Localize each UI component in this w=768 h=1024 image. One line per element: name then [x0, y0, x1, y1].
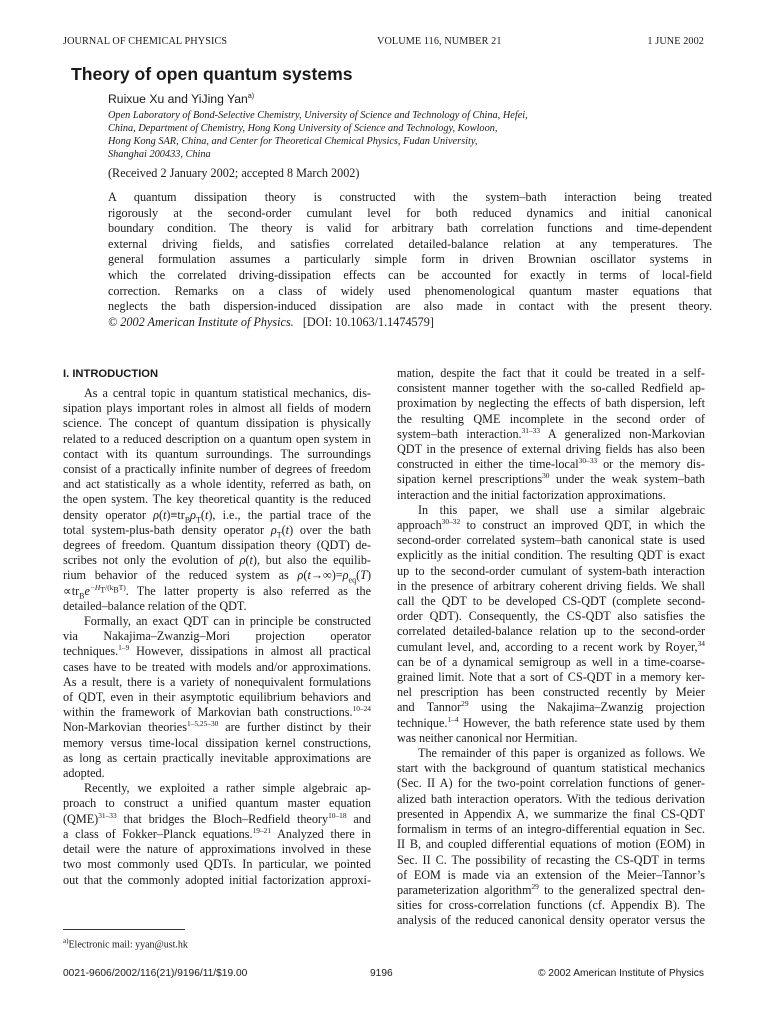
body-line: consist of a practically infinite number of degrees of freedom — [63, 462, 371, 477]
body-line: the resulting QME incomplete in the second order of — [397, 411, 705, 426]
right-column — [397, 366, 705, 929]
body-line: science. The concept of quantum dissipation is physically — [63, 416, 371, 431]
citation-marker[interactable]: 34 — [697, 638, 705, 648]
text-run: approach — [397, 518, 442, 533]
body-line: Sec. II C. The possibility of recasting the CS-QDT in terms — [397, 852, 705, 867]
body-line-math — [63, 584, 371, 599]
math-symbol: ρ — [153, 507, 159, 522]
text-run: Non-Markovian theories — [63, 720, 187, 735]
abstract — [108, 190, 712, 330]
body-line-cite — [63, 827, 371, 842]
citation-marker[interactable]: 30 — [542, 471, 550, 481]
citation-marker[interactable]: 10–18 — [328, 810, 347, 820]
body-line-math — [63, 523, 371, 538]
body-line: formalism in terms of an integro-differential equation in Sec. — [397, 822, 705, 837]
body-line-cite — [397, 640, 705, 655]
body-line: up to the second-order cumulant of system-bath interaction — [397, 563, 705, 578]
math-symbol: t — [204, 507, 209, 522]
body-line: two most commonly used QDTs. In particular, we pointed — [63, 857, 371, 872]
math-subscript: T — [276, 530, 282, 540]
text-run: However, dissipations in almost all practical — [129, 644, 371, 659]
text-run: (QME) — [63, 811, 99, 826]
text-run: ( — [303, 568, 308, 583]
affiliation — [108, 109, 608, 161]
footer-copyright: © 2002 American Institute of Physics — [537, 968, 704, 979]
math-symbol: ρ — [190, 507, 197, 522]
author-footnote-mark: a) — [247, 92, 255, 100]
body-line: mation, despite the fact that it could be treated in a self- — [397, 366, 705, 380]
text-run: and Tannor — [397, 700, 462, 715]
text-run: ( — [281, 522, 286, 537]
text-run: T) — [118, 582, 126, 592]
body-line-cite — [63, 705, 371, 720]
math-symbol: t — [163, 507, 167, 522]
text-run: that bridges the Bloch–Redfield theory — [116, 811, 329, 826]
text-run: scribes not only the evolution of — [63, 553, 240, 568]
math-subscript: B — [113, 585, 119, 595]
text-run: using the Nakajima–Zwanzig projection — [468, 700, 705, 715]
received-dates: (Received 2 January 2002; accepted 8 March 2002) — [108, 166, 360, 180]
body-line-cite — [63, 720, 371, 735]
abstract-line: which the correlated driving-dissipation effects can be accounted for exactly in terms of local-field — [108, 267, 712, 282]
body-line: consistent manner together with the so-called Redfield ap- — [397, 381, 705, 396]
body-line: order QDT). Consequently, the CS-QDT also satisfies the — [397, 609, 705, 624]
body-line: adopted. — [63, 766, 105, 781]
body-line-cite — [397, 427, 705, 442]
math-symbol: −H — [89, 582, 101, 592]
affiliation-line: China, Department of Chemistry, Hong Kong University of Science and Technology, Kowloon, — [108, 123, 498, 135]
body-line: (Sec. II A) for the two-point correlation functions of gener- — [397, 776, 705, 791]
math-symbol: t — [285, 522, 290, 537]
math-symbol: t — [307, 568, 311, 583]
body-line: QDT in the presence of external driving fields has also been — [397, 442, 705, 457]
body-line: detailed–balance relation of the QDT. — [63, 598, 247, 613]
body-line: degrees of freedom. Quantum dissipation theory (QDT) de- — [63, 538, 371, 553]
citation-marker[interactable]: 30–32 — [441, 517, 461, 527]
body-line: cases have to be treated with models and/or approximations. — [63, 659, 371, 674]
issue-date: 1 JUNE 2002 — [647, 36, 704, 47]
body-line-cite — [397, 472, 705, 487]
text-run: )≡tr — [166, 507, 185, 522]
body-line: analysis of the reduced canonical density operator versus the — [397, 913, 705, 928]
body-line: memory versus time-local dissipation kernel constructions, — [63, 735, 371, 750]
author-line — [108, 92, 254, 106]
body-line: correlated detailed-balance relation up to the second-order — [397, 624, 705, 639]
math-symbol: e — [84, 583, 90, 598]
body-line: of QDT, even in their asymptotic equilibrium behaviors and — [63, 690, 371, 705]
section-heading: I. INTRODUCTION — [63, 368, 159, 380]
article-title: Theory of open quantum systems — [71, 64, 353, 84]
math-symbol: t — [249, 553, 253, 568]
text-run: . The latter property is also referred as the — [125, 583, 371, 598]
body-line: can be of a dynamical semigroup as well in a time-coarse- — [397, 654, 705, 669]
text-run: Analyzed there in — [271, 826, 371, 841]
body-line: explicitly as the initial condition. The resulting QDT is exact — [397, 548, 705, 563]
body-line: in the presence of arbitrary coherent driving fields. We shall — [397, 578, 705, 593]
body-line: second-order correlated system–bath canonical state is used — [397, 533, 705, 548]
text-run: constructed in either the time-local — [397, 457, 579, 472]
text-run: ) over the bath — [289, 522, 371, 537]
body-line: contact with its quantum surroundings. The surroundings — [63, 446, 371, 461]
body-line: detail were the nature of approximations involved in these — [63, 842, 371, 857]
running-header — [63, 36, 704, 50]
abstract-line: neglects the bath dispersion-induced dissipation are also made in contact with the present theory. — [108, 299, 712, 314]
math-subscript: eq — [348, 575, 357, 585]
text-run: ( — [356, 568, 361, 583]
text-run: are further distinct by their — [218, 720, 371, 735]
body-line-cite — [397, 457, 705, 472]
text-run: density operator — [63, 507, 154, 522]
body-line: the open system. The key theoretical quantity is the reduced — [63, 492, 371, 507]
text-run: system–bath interaction. — [397, 426, 522, 441]
text-run: ), i.e., the partial trace of the — [208, 507, 372, 522]
affiliation-line: Open Laboratory of Bond-Selective Chemistry, University of Science and Technology of China, Hefei, — [108, 110, 528, 121]
text-run: ) — [366, 568, 371, 583]
citation-marker[interactable]: 29 — [461, 699, 469, 709]
text-run: parameterization algorithm — [397, 882, 532, 897]
author-names: Ruixue Xu and YiJing Yan — [108, 92, 248, 106]
text-run: total system-plus-bath density operator — [63, 522, 271, 537]
text-run: under the weak system–bath — [549, 472, 705, 487]
body-line: via Nakajima–Zwanzig–Mori projection operator — [63, 629, 371, 644]
math-symbol: ρ — [270, 522, 277, 537]
text-run: However, the bath reference state used by them — [458, 715, 705, 730]
abstract-line: general formulation assumes a particularly simple form in driven Brownian oscillator systems in — [108, 252, 712, 267]
body-line: was neither canonical nor Hermitian. — [397, 730, 578, 745]
page-number: 9196 — [370, 968, 393, 979]
math-subscript: T — [100, 585, 106, 595]
body-line: as long as certain practically inevitable approximations are — [63, 750, 371, 765]
body-line: In this paper, we shall use a similar algebraic — [418, 502, 705, 517]
body-line: proach to construct a unified quantum master equation — [63, 796, 371, 811]
abstract-line: boundary condition. The theory is valid for arbitrary bath correlation functions and time-dependent — [108, 221, 712, 236]
text-run: and — [346, 811, 371, 826]
body-line: interaction and the initial factorization approximations. — [397, 487, 666, 502]
text-run: /(k — [105, 582, 114, 592]
body-line: Recently, we exploited a rather simple algebraic ap- — [84, 781, 371, 796]
body-line: presented in Appendix A, we summarize the final CS-QDT — [397, 806, 705, 821]
text-run: cumulant level, and, according to a recent work by Royer, — [397, 639, 698, 654]
text-run: ∝tr — [63, 583, 80, 598]
body-line-cite — [397, 700, 705, 715]
abstract-line: A quantum dissipation theory is constructed with the system–bath interaction being treated — [108, 190, 712, 204]
text-run: a class of Fokker–Planck equations. — [63, 826, 253, 841]
footnote-mark: a) — [63, 937, 69, 945]
text-run: rium behavior of the reduced system as — [63, 568, 298, 583]
body-line-math — [63, 568, 371, 583]
article-code: 0021-9606/2002/116(21)/9196/11/$19.00 — [63, 968, 248, 979]
text-run: to construct an improved QDT, in which the — [460, 518, 705, 533]
abstract-line: correction. Remarks on a class of widely used phenomenological quantum master equations that — [108, 283, 712, 298]
body-line: start with the background of quantum statistical mechanics — [397, 761, 705, 776]
citation-marker[interactable]: 19–21 — [252, 825, 272, 835]
body-line: nel prescription has been constructed recently by Meier — [397, 685, 705, 700]
text-run: A generalized non-Markovian — [540, 426, 705, 441]
citation-marker[interactable]: 31–33 — [521, 425, 541, 435]
body-line: out that the commonly adopted initial factorization approxi- — [63, 872, 371, 887]
text-run: sipation kernel prescriptions — [397, 472, 543, 487]
text-run: ( — [245, 553, 250, 568]
math-symbol: ρ — [297, 568, 304, 583]
citation-marker[interactable]: 1–5,25–30 — [186, 719, 219, 729]
body-line: and act statistically as a whole identity, referred as bath, on — [63, 477, 371, 492]
body-line-math — [63, 508, 371, 523]
text-run: technique. — [397, 715, 448, 730]
body-line: call the QDT to be developed CS-QDT (complete second- — [397, 594, 705, 609]
text-run: →∞)= — [310, 568, 343, 583]
text-run: ), but also the equilib- — [252, 553, 371, 568]
abstract-copyright-line — [108, 315, 712, 331]
affiliation-line: Shanghai 200433, China — [108, 149, 211, 161]
body-line: Formally, an exact QDT can in principle be constructed — [84, 614, 371, 629]
volume-number: VOLUME 116, NUMBER 21 — [377, 36, 502, 47]
text-run: or the memory dis- — [597, 457, 705, 472]
text-run: ( — [158, 507, 164, 522]
body-line-cite — [63, 644, 371, 659]
citation-marker[interactable]: 31–33 — [98, 810, 117, 820]
body-line-cite — [397, 518, 705, 533]
text-run: techniques. — [63, 644, 119, 659]
body-line: As a central topic in quantum statistical mechanics, dis- — [84, 386, 371, 400]
footnote-text: Electronic mail: yyan@ust.hk — [68, 939, 188, 951]
citation-marker[interactable]: 1–4 — [447, 714, 459, 724]
body-line: The remainder of this paper is organized as follows. We — [418, 746, 705, 761]
body-line: alized bath interaction operators. With the tedious derivation — [397, 791, 705, 806]
abstract-line: external driving fields, and satisfies correlated detailed-balance relation at any temperatures. The — [108, 236, 712, 251]
body-line-math — [63, 553, 371, 568]
body-line: As a result, there is a variety of nonequivalent formulations — [63, 674, 371, 689]
math-symbol: ρ — [239, 553, 246, 568]
math-symbol: ρ — [342, 568, 349, 583]
body-line-cite — [397, 883, 705, 898]
page-footer — [63, 968, 704, 982]
body-line: II B, and coupled differential equations of motion (EOM) in — [397, 837, 705, 852]
body-line-cite — [397, 716, 705, 731]
body-line: proximation by neglecting the effects of bath dispersion, left — [397, 396, 705, 411]
affiliation-line: Hong Kong SAR, China, and Center for Theoretical Chemical Physics, Fudan University, — [108, 136, 478, 148]
footnote-rule — [63, 929, 185, 930]
text-run: ( — [200, 507, 205, 522]
citation-marker[interactable]: 30–33 — [578, 456, 598, 466]
math-exponent — [89, 582, 126, 595]
text-run: to the generalized spectral den- — [538, 882, 705, 897]
copyright-notice: © 2002 American Institute of Physics. — [108, 314, 294, 329]
body-line: grained limit. Note that a sort of CS-QDT in a memory ker- — [397, 670, 705, 685]
math-subscript: B — [79, 591, 85, 601]
citation-marker[interactable]: 10–24 — [352, 704, 371, 714]
body-line: of EOM is made via an extension of the Meier–Tannor’s — [397, 867, 705, 882]
body-line: related to a reduced description on a quantum open system in — [63, 431, 371, 446]
math-symbol: T — [360, 568, 367, 583]
left-column — [63, 386, 371, 888]
body-line: sities for cross-correlation functions (cf. Appendix B). The — [397, 898, 705, 913]
math-subscript: T — [196, 515, 201, 525]
citation-marker[interactable]: 1–9 — [118, 643, 130, 653]
abstract-line: rigorously at the second-order cumulant level for both reduced dynamics and initial canonical — [108, 205, 712, 220]
footnote — [63, 937, 188, 950]
body-line-cite — [63, 812, 371, 827]
journal-name: JOURNAL OF CHEMICAL PHYSICS — [63, 36, 228, 47]
citation-marker[interactable]: 29 — [531, 881, 539, 891]
doi-link[interactable]: [DOI: 10.1063/1.1474579] — [302, 314, 434, 329]
body-line: sipation plays important roles in almost all fields of modern — [63, 401, 371, 416]
text-run: within the framework of Markovian bath constructions. — [63, 705, 353, 720]
math-subscript: B — [184, 515, 191, 525]
